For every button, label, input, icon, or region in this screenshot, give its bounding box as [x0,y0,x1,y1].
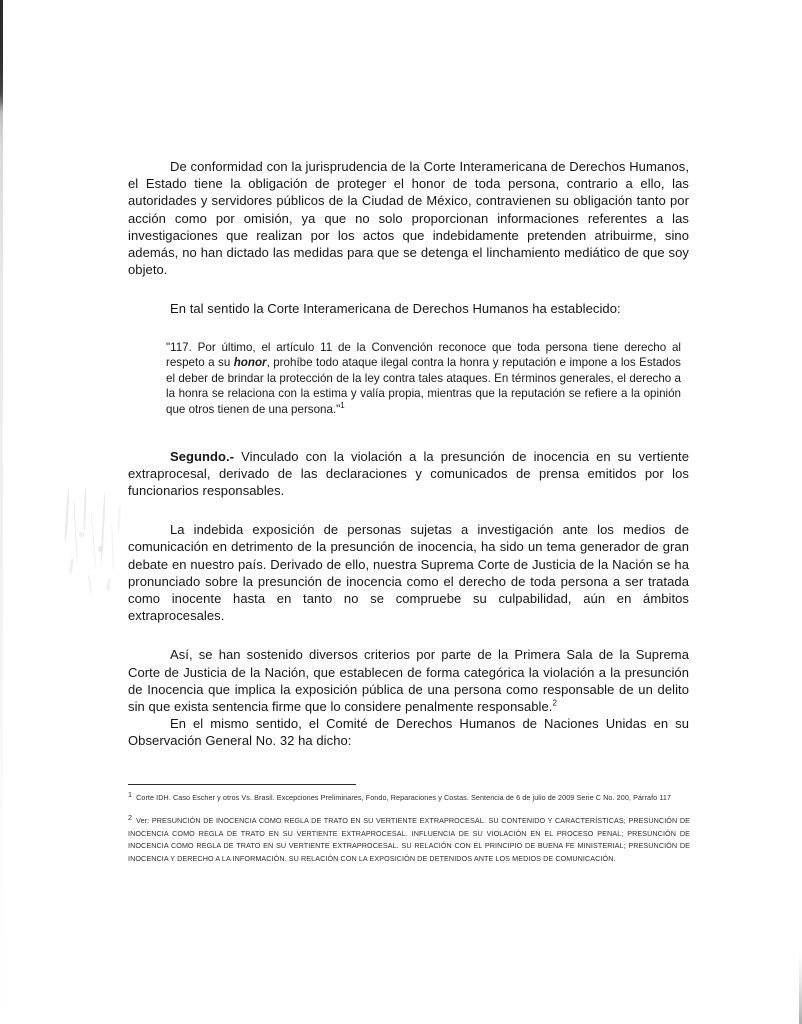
footnote-2-text: Ver: PRESUNCIÓN DE INOCENCIA COMO REGLA DE TRATO EN SU VERTIENTE EXTRAPROCESAL. SU CONTENIDO Y CARACTERÍSTICAS; PRESUNCIÓN DE INOCENCIA COMO REGLA DE TRATO EN SU VERTIENTE EXTRAPROCESAL. INFLUENCIA DE SU VIOLACIÓN EN EL PROCESO PENAL; PRESUNCIÓN DE INOCENCIA COMO REGLA DE TRATO EN SU VERTIENTE EXTRAPROCESAL. SU RELACIÓN CON EL PRINCIPIO DE BUENA FE MINISTERIAL; PRESUNCIÓN DE INOCENCIA Y DERECHO A LA INFORMACIÓN. SU RELACIÓN CON LA EXPOSICIÓN DE DETENIDOS ANTE LOS MEDIOS DE COMUNICACIÓN. [128,816,690,863]
paragraph-conformidad: De conformidad con la jurisprudencia de la Corte Interamericana de Derechos Humanos, el Estado tiene la obligación de proteger el honor de toda persona, contrario a ello, las autoridades y servidores públicos de la Ciudad de México, contravienen su obligación tanto por acción como por omisión, ya que no solo proporcionan informaciones referentes a las investigaciones que realizan por los actos que indebidamente pretenden atribuirme, sino además, no han dictado las medidas para que se detenga el linchamiento mediático de que soy objeto. [128,159,689,278]
paragraph-en-tal-sentido: En tal sentido la Corte Interamericana de Derechos Humanos ha establecido: [170,301,621,317]
footnote-1-number: 1 [128,789,133,799]
paragraph-indebida-exposicion: La indebida exposición de personas sujetas a investigación ante los medios de comunicación en detrimento de la presunción de inocencia, ha sido un tema generador de gran debate en nuestro país. Derivado de ello, nuestra Suprema Corte de Justicia de la Nación se ha pronunciado sobre la presunción de inocencia como el derecho de toda persona a ser tratada como inocente hasta en tanto no se compruebe su culpabilidad, aún en ámbitos extraprocesales. [128,522,689,624]
margin-smudge-artifact [62,488,128,600]
paragraph-segundo-text: Vinculado con la violación a la presunción de inocencia en su vertiente extraprocesal, derivado de las declaraciones y comunicados de prensa emitidos por los funcionarios responsables. [128,448,689,498]
paragraph-asi-text: Así, se han sostenido diversos criterios por parte de la Primera Sala de la Suprema Corte de Justicia de la Nación, que establecen de forma categórica la violación a la presunción de Inocencia que implica la exposición pública de una persona como responsable de un delito sin que exista sentencia firme que lo considere penalmente responsable. [128,647,689,715]
footnote-2-number: 2 [128,813,133,823]
paragraph-mismo-sentido: En el mismo sentido, el Comité de Derechos Humanos de Naciones Unidas en su Observación General No. 32 ha dicho: [128,716,689,749]
footnote-marker-1[interactable]: 1 [340,401,345,411]
footnote-separator-rule [128,784,356,785]
footnote-2 [128,815,690,865]
paragraph-asi-criterios [128,646,689,715]
paragraph-spacer [128,499,689,521]
footnote-marker-2[interactable]: 2 [552,698,557,708]
footnote-1-text: Corte IDH. Caso Escher y otros Vs. Brasil. Excepciones Preliminares, Fondo, Reparaciones y Costas. Sentencia de 6 de julio de 2009 Serie C No. 200, Párrafo 117 [136,793,672,802]
paragraph-spacer [128,624,689,646]
paragraph-spacer [128,318,689,340]
quote-text-part1: "117. Por último, el artículo 11 de la Convención reconoce que toda persona tiene derecho al respeto a su [166,340,681,370]
paragraph-spacer [128,418,689,448]
paragraph-spacer [128,278,689,300]
scan-edge-left-artifact [0,0,3,1024]
quote-text-part2: , prohíbe todo ataque ilegal contra la honra y reputación e impone a los Estados el deber de brindar la protección de la ley contra tales ataques. En términos generales, el derecho a la honra se relaciona con la estima y valía propia, mientras que la reputación se refiere a la opinión que otros tienen de una persona." [166,356,681,416]
blockquote-convencion-117 [128,340,689,418]
paragraph-segundo [128,448,689,500]
document-body [128,158,689,750]
footnote-area [128,784,690,876]
paragraph-lead-segundo: Segundo.- [170,448,235,464]
quote-emphasis-honor: honor [233,356,267,370]
footnote-1 [128,789,690,804]
